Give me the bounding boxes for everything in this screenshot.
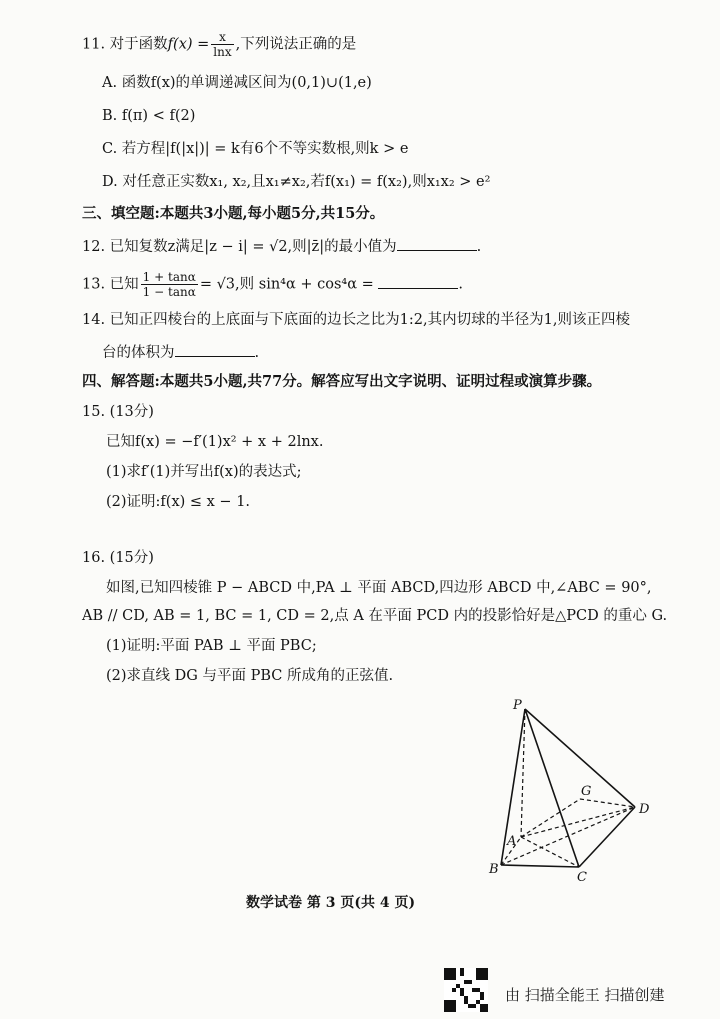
label-c: C bbox=[577, 870, 587, 885]
q11-stem: 11. 对于函数f(x) = $\frac{x}{\ln x}$ ,下列说法正确的是 bbox=[82, 30, 357, 59]
label-p: P bbox=[513, 698, 522, 713]
answer-blank bbox=[397, 236, 477, 251]
qr-code-icon bbox=[444, 968, 488, 1012]
q11-option-b: B. f(π) < f(2) bbox=[102, 108, 196, 124]
section4-title: 四、解答题:本题共5小题,共77分。解答应写出文字说明、证明过程或演算步骤。 bbox=[82, 373, 602, 390]
q16-stem-line1: 如图,已知四棱锥 P − ABCD 中,PA ⊥ 平面 ABCD,四边形 ABCD 中,∠ABC = 90°, bbox=[106, 580, 652, 596]
edge-ad bbox=[521, 807, 635, 837]
label-b: B bbox=[489, 862, 499, 877]
q12-stem: 12. 已知复数z满足|z − i| = √2,则|z̄|的最小值为 . bbox=[82, 236, 481, 257]
q15-part2: (2)证明:f(x) ≤ x − 1. bbox=[106, 494, 251, 510]
q11-option-d: D. 对任意正实数x₁, x₂,且x₁≠x₂,若f(x₁) = f(x₂),则x₁x₂ > e² bbox=[102, 174, 491, 190]
label-a: A bbox=[507, 834, 517, 849]
q11-option-a: A. 函数f(x)的单调递减区间为(0,1)∪(1,e) bbox=[102, 75, 372, 91]
page-footer: 数学试卷 第 3 页(共 4 页) bbox=[246, 895, 416, 911]
q16-stem-line2: AB // CD, AB = 1, BC = 1, CD = 2,点 A 在平面 PCD 内的投影恰好是△PCD 的重心 G. bbox=[82, 608, 668, 624]
answer-blank bbox=[175, 342, 255, 357]
q14-stem-line1: 14. 已知正四棱台的上底面与下底面的边长之比为1:2,其内切球的半径为1,则该正四棱 bbox=[82, 312, 630, 328]
label-d: D bbox=[639, 802, 650, 817]
pyramid-figure bbox=[485, 695, 655, 885]
q16-part2: (2)求直线 DG 与平面 PBC 所成角的正弦值. bbox=[106, 668, 394, 684]
edge-bc bbox=[501, 865, 579, 867]
q15-part1: (1)求f′(1)并写出f(x)的表达式; bbox=[106, 464, 302, 480]
scanner-watermark: 由 扫描全能王 扫描创建 bbox=[505, 986, 665, 1004]
q16-part1: (1)证明:平面 PAB ⊥ 平面 PBC; bbox=[106, 638, 317, 654]
bleed-through-text bbox=[470, 36, 474, 51]
q15-header: 15. (13分) bbox=[82, 404, 154, 420]
q14-stem-line2: 台的体积为 . bbox=[102, 342, 259, 363]
q13-stem: 13. 已知 $\frac{1 + \tan\alpha}{1 - \tan\alpha}$ = √3,则 sin⁴α + cos⁴α = . bbox=[82, 270, 464, 299]
segment-ag bbox=[521, 799, 580, 837]
section3-title: 三、填空题:本题共3小题,每小题5分,共15分。 bbox=[82, 205, 385, 222]
q16-header: 16. (15分) bbox=[82, 550, 154, 566]
q11-option-c: C. 若方程|f(|x|)| = k有6个不等实数根,则k > e bbox=[102, 141, 409, 157]
answer-blank bbox=[378, 274, 458, 289]
label-g: G bbox=[581, 784, 592, 799]
q15-stem: 已知f(x) = −f′(1)x² + x + 2lnx. bbox=[106, 434, 324, 450]
edge-cd bbox=[579, 807, 635, 867]
